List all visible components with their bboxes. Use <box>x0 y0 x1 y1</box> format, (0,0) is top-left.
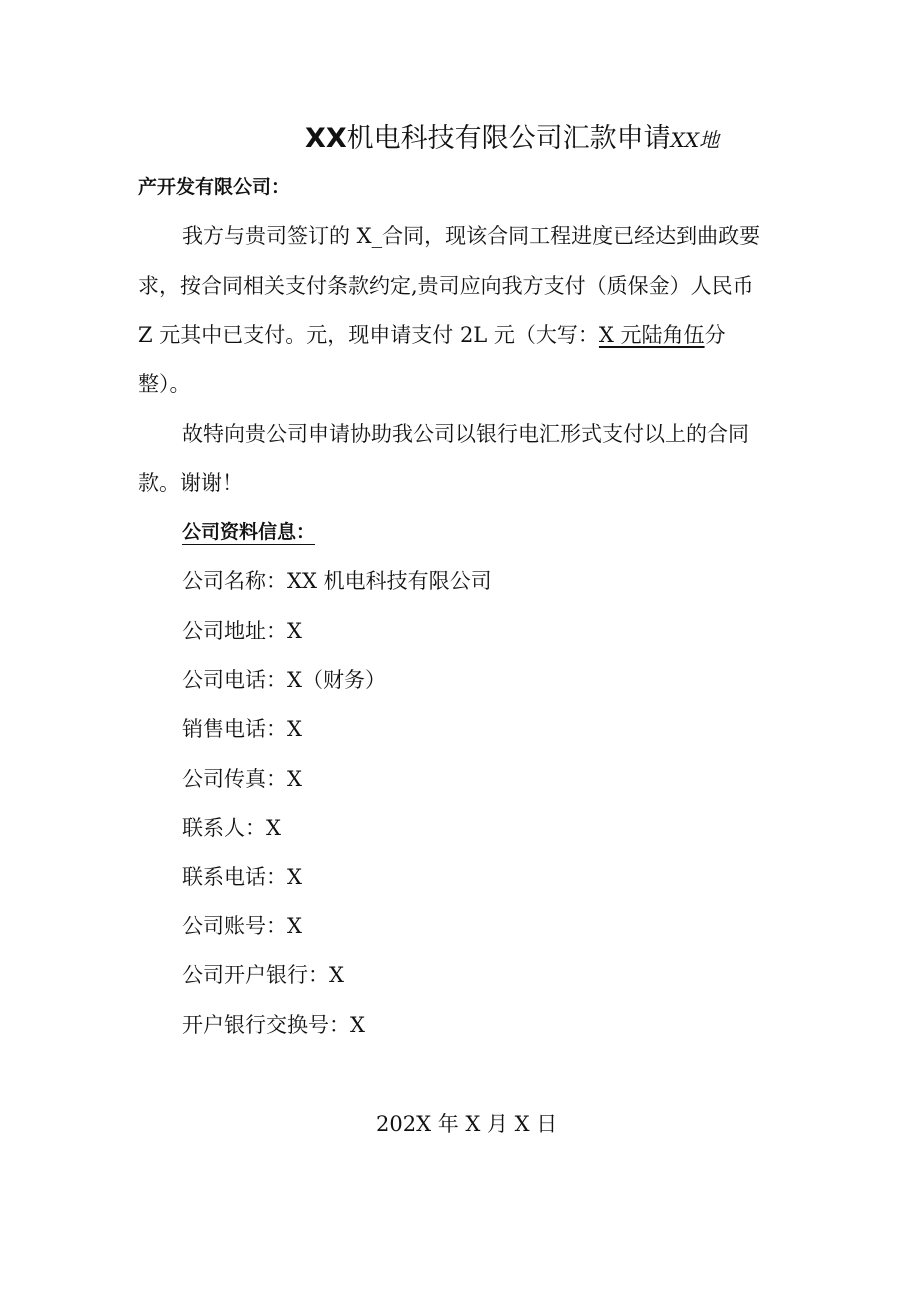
paragraph1-line3-text: Z 元其中已支付。元，现申请支付 2L 元（大写： <box>138 323 599 347</box>
paragraph1-line4: 整）。 <box>138 372 191 396</box>
document-title <box>305 121 719 158</box>
title-prefix: XX <box>305 123 347 154</box>
paragraph1-line3 <box>138 321 726 349</box>
field-company-phone: 公司电话：X（财务） <box>182 668 386 692</box>
recipient-line: 产开发有限公司： <box>138 176 291 198</box>
field-bank-exchange-number: 开户银行交换号：X <box>182 1013 365 1037</box>
paragraph1-line1: 我方与贵司签订的 X_合同，现该合同工程进度已经达到曲政要 <box>182 224 761 248</box>
field-contact-person: 联系人：X <box>182 816 281 840</box>
field-contact-phone: 联系电话：X <box>182 865 302 889</box>
title-main: 机电科技有限公司汇款申请 <box>346 123 671 154</box>
company-info-heading-text: 公司资料信息： <box>182 521 316 543</box>
amount-in-words: X 元陆角伍 <box>598 323 705 347</box>
paragraph2-line2: 款。谢谢！ <box>138 471 243 495</box>
field-bank: 公司开户银行：X <box>182 963 344 987</box>
field-account-number: 公司账号：X <box>182 914 302 938</box>
field-company-name: 公司名称：XX 机电科技有限公司 <box>182 569 492 593</box>
paragraph1-line3-end: 分 <box>704 323 726 347</box>
field-sales-phone: 销售电话：X <box>182 717 302 741</box>
field-company-fax: 公司传真：X <box>182 767 302 791</box>
title-tail: XX地 <box>670 128 720 152</box>
paragraph1-line2: 求，按合同相关支付条款约定,贵司应向我方支付（质保金）人民币 <box>138 274 754 298</box>
paragraph2-line1: 故特向贵公司申请协助我公司以银行电汇形式支付以上的合同 <box>182 422 749 446</box>
field-company-address: 公司地址：X <box>182 619 302 643</box>
company-info-heading <box>182 517 315 546</box>
document-date: 202X 年 X 月 X 日 <box>376 1112 558 1136</box>
